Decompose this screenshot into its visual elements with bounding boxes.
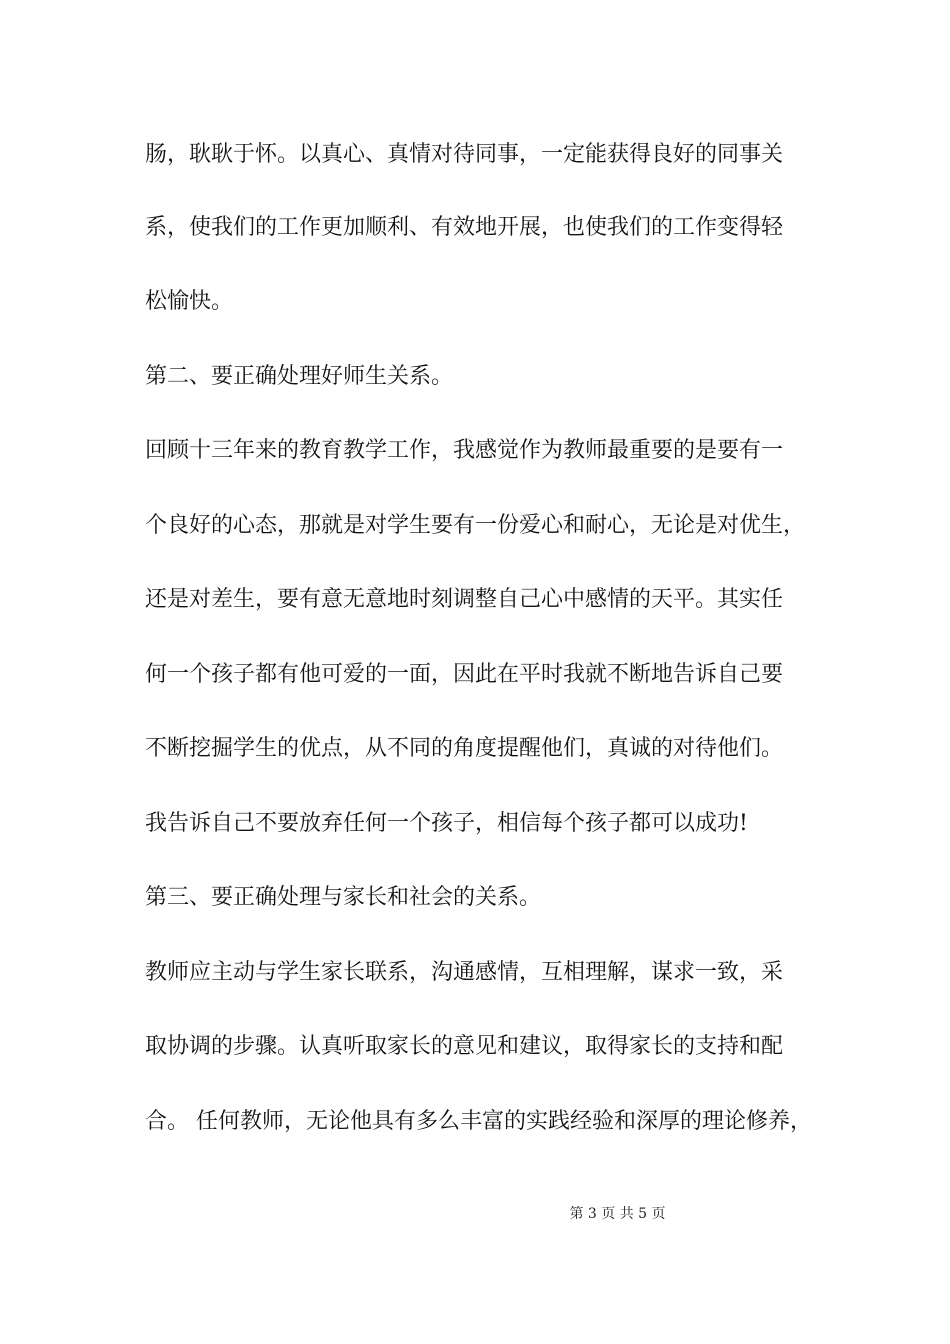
body-text-line-10: 我告诉自己不要放弃任何一个孩子，相信每个孩子都可以成功! (145, 811, 748, 836)
body-text-line-9: 不断挖掘学生的优点，从不同的角度提醒他们，真诚的对待他们。 (145, 736, 784, 761)
body-text-line-7: 还是对差生，要有意无意地时刻调整自己心中感情的天平。其实任 (145, 587, 784, 612)
body-text-line-3: 松愉快。 (145, 289, 234, 314)
body-text-line-5: 回顾十三年来的教育教学工作，我感觉作为教师最重要的是要有一 (145, 438, 784, 463)
body-text-line-6: 个良好的心态，那就是对学生要有一份爱心和耐心，无论是对优生， (145, 513, 806, 538)
body-text-line-1: 肠，耿耿于怀。以真心、真情对待同事，一定能获得良好的同事关 (145, 142, 784, 167)
body-text-line-13: 取协调的步骤。认真听取家长的意见和建议，取得家长的支持和配 (145, 1034, 784, 1059)
page-number: 第 3 页 共 5 页 (569, 1206, 666, 1222)
body-text-line-14: 合。 任何教师，无论他具有多么丰富的实践经验和深厚的理论修养， (145, 1109, 812, 1134)
section-heading-3: 第三、要正确处理与家长和社会的关系。 (145, 885, 542, 910)
section-heading-2: 第二、要正确处理好师生关系。 (145, 364, 454, 389)
body-text-line-12: 教师应主动与学生家长联系，沟通感情，互相理解，谋求一致，采 (145, 960, 784, 985)
page-footer (0, 1204, 950, 1224)
body-text-line-8: 何一个孩子都有他可爱的一面，因此在平时我就不断地告诉自己要 (145, 662, 784, 687)
body-text-line-2: 系，使我们的工作更加顺利、有效地开展，也使我们的工作变得轻 (145, 215, 784, 240)
